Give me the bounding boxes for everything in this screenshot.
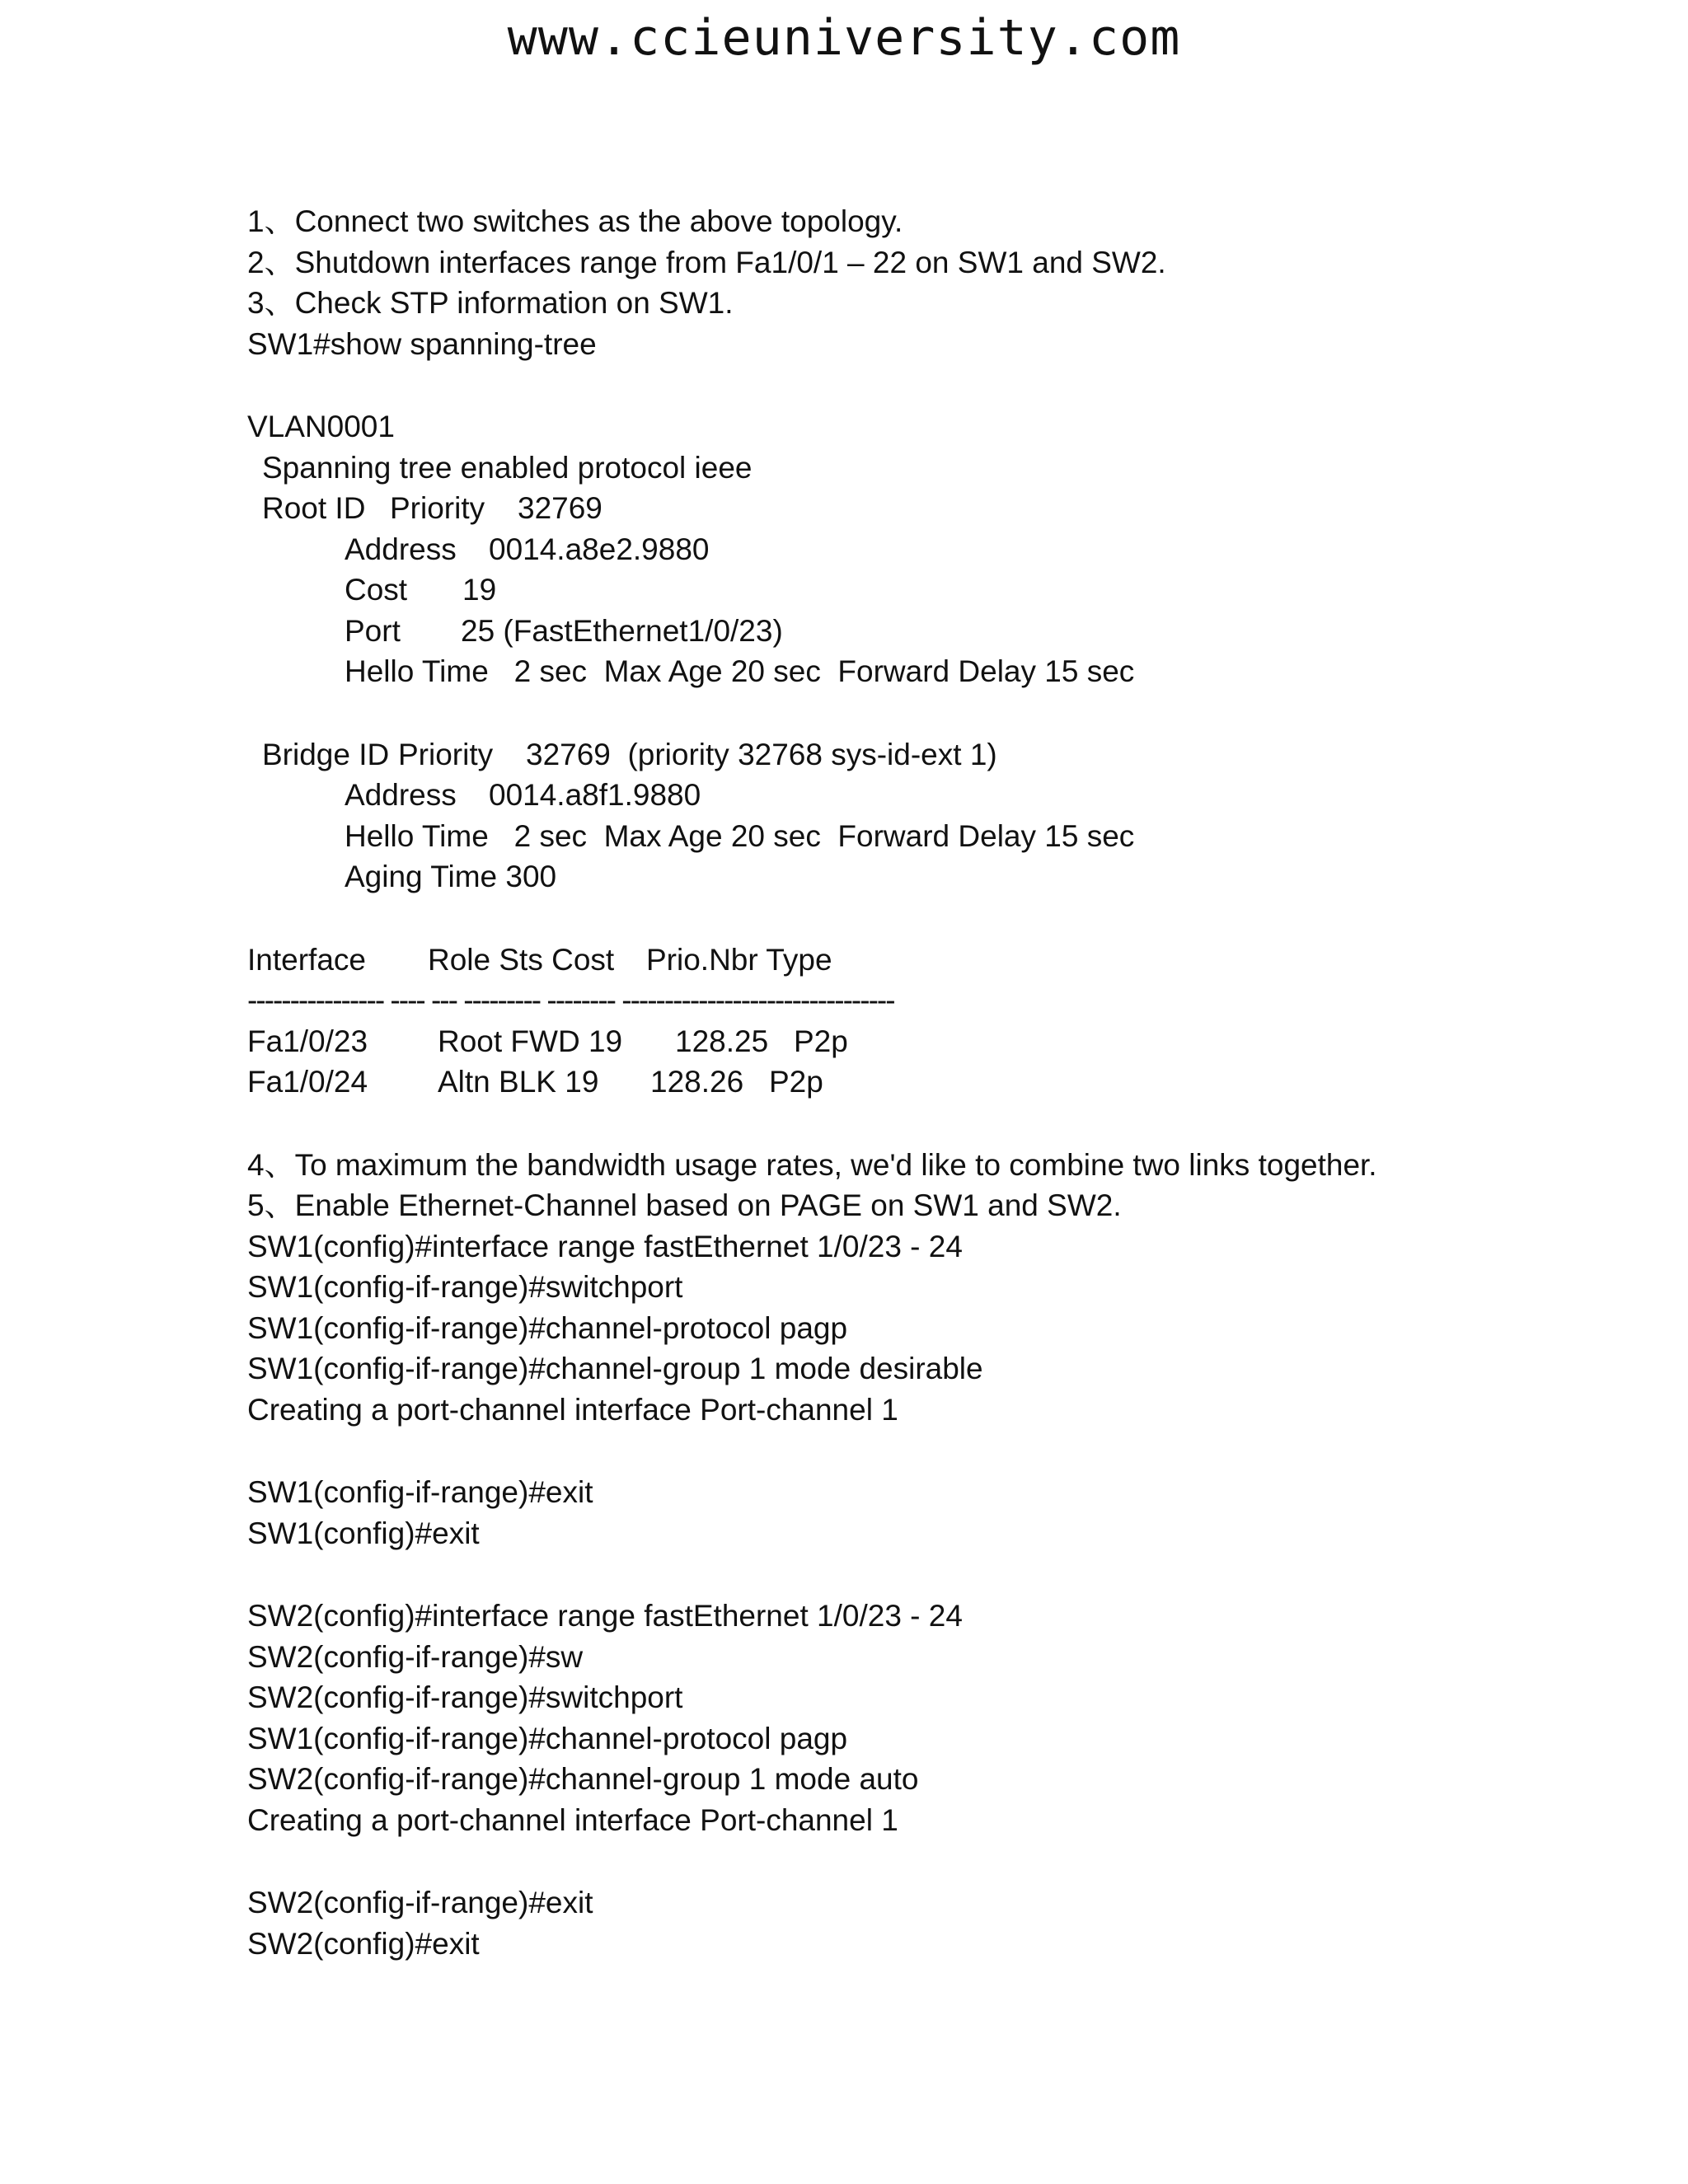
port-table-separator: ---------------- ---- --- --------- -------- -------------------------------- [247, 983, 894, 1017]
sw1-config-line: Creating a port-channel interface Port-channel 1 [247, 1392, 898, 1427]
sw1-config-line: SW1(config-if-range)#channel-protocol pagp [247, 1310, 848, 1345]
step-3: 3、Check STP information on SW1. [247, 286, 734, 320]
root-cost-value: 19 [462, 573, 497, 607]
bridge-address-value: 0014.a8f1.9880 [489, 778, 701, 812]
bridge-address-line [247, 775, 1648, 816]
root-cost-label: Cost [345, 573, 408, 607]
header-prio-type: Prio.Nbr Type [646, 942, 832, 977]
sw1-config-line: SW1(config-if-range)#switchport [247, 1270, 683, 1304]
sw2-exit-line: SW2(config)#exit [247, 1926, 480, 1961]
header-interface: Interface [247, 942, 366, 977]
sw2-config-line: SW1(config-if-range)#channel-protocol pagp [247, 1721, 848, 1755]
sw2-config-line: SW2(config-if-range)#switchport [247, 1680, 683, 1714]
bridge-priority-label: Priority [398, 737, 494, 771]
step-5: 5、Enable Ethernet-Channel based on PAGE on SW1 and SW2. [247, 1188, 1122, 1222]
root-priority-value: 32769 [518, 491, 603, 525]
header-role-sts-cost: Role Sts Cost [428, 942, 615, 977]
root-address-line [247, 529, 1648, 570]
bridge-id-line [247, 734, 1648, 776]
row-role: Altn BLK 19 [438, 1065, 599, 1099]
root-port-line [247, 611, 1648, 652]
root-timers: Hello Time 2 sec Max Age 20 sec Forward Delay 15 sec [345, 654, 1135, 688]
sw2-config-line: Creating a port-channel interface Port-channel 1 [247, 1802, 898, 1837]
root-port-label: Port [345, 613, 401, 648]
sw2-config-line: SW2(config)#interface range fastEthernet 1/0/23 - 24 [247, 1599, 963, 1633]
vlan-id: VLAN0001 [247, 410, 395, 443]
sw2-exit-line: SW2(config-if-range)#exit [247, 1886, 593, 1919]
sw1-exit-line: SW1(config)#exit [247, 1516, 480, 1550]
bridge-timers: Hello Time 2 sec Max Age 20 sec Forward Delay 15 sec [345, 818, 1135, 853]
bridge-aging: Aging Time 300 [345, 860, 557, 893]
step-4: 4、To maximum the bandwidth usage rates, we'd like to combine two links together. [247, 1147, 1377, 1182]
bridge-priority-value: 32769 (priority 32768 sys-id-ext 1) [526, 737, 997, 771]
sw2-config-line: SW2(config-if-range)#sw [247, 1639, 584, 1674]
site-header: www.ccieuniversity.com [507, 9, 1181, 67]
row-role: Root FWD 19 [438, 1024, 623, 1058]
step-1: 1、Connect two switches as the above topology. [247, 204, 903, 238]
root-id-label: Root ID [262, 491, 366, 525]
root-priority-label: Priority [390, 491, 485, 525]
root-port-value: 25 (FastEthernet1/0/23) [461, 613, 783, 648]
stp-command: SW1#show spanning-tree [247, 326, 597, 361]
root-cost-line [247, 569, 1648, 611]
sw1-config-line: SW1(config-if-range)#channel-group 1 mode desirable [247, 1352, 983, 1385]
sw2-config-line: SW2(config-if-range)#channel-group 1 mode auto [247, 1762, 919, 1796]
row-prio: 128.26 P2p [650, 1065, 823, 1099]
root-address-label: Address [345, 532, 457, 566]
row-prio: 128.25 P2p [675, 1024, 848, 1058]
port-table-header [247, 940, 1648, 981]
stp-enabled: Spanning tree enabled protocol ieee [262, 450, 753, 485]
document-body [247, 201, 1648, 1964]
table-row [247, 1021, 1648, 1062]
step-2: 2、Shutdown interfaces range from Fa1/0/1 – 22 on SW1 and SW2. [247, 245, 1166, 279]
bridge-address-label: Address [345, 778, 457, 812]
root-id-line [247, 488, 1648, 529]
sw1-exit-line: SW1(config-if-range)#exit [247, 1475, 593, 1509]
bridge-id-label: Bridge ID [262, 737, 390, 771]
root-address-value: 0014.a8e2.9880 [489, 532, 710, 566]
row-interface: Fa1/0/24 [247, 1065, 368, 1099]
sw1-config-line: SW1(config)#interface range fastEthernet 1/0/23 - 24 [247, 1229, 963, 1263]
row-interface: Fa1/0/23 [247, 1024, 368, 1058]
table-row [247, 1062, 1648, 1103]
